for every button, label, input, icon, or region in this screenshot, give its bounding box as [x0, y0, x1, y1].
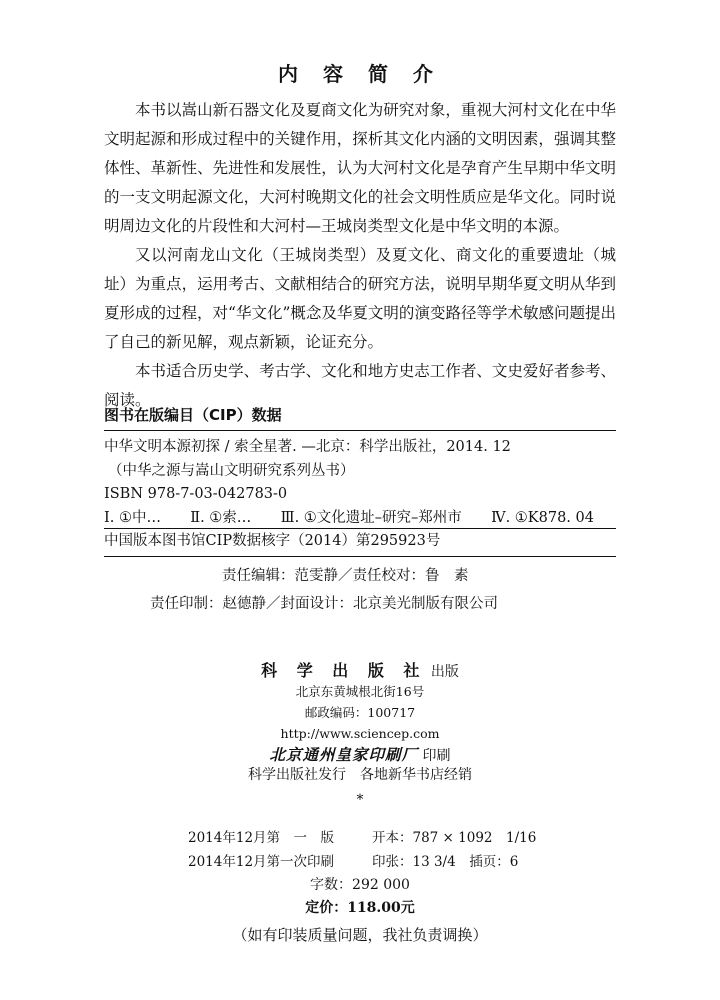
publisher-name: 科 学 出 版 社 [261, 661, 427, 680]
spec-edition: 2014年12月第 一 版 [188, 830, 335, 846]
cip-block [104, 436, 616, 530]
printer-line [0, 744, 720, 765]
publisher-url: http://www.sciencep.com [280, 726, 440, 741]
cip-mid-rule [104, 528, 616, 529]
credits-editor: 责任编辑：范雯静／责任校对：鲁 素 [222, 568, 469, 584]
price-value: 118.00元 [347, 900, 415, 916]
intro-paragraph-3: 本书适合历史学、考古学、文化和地方史志工作者、文史爱好者参考、阅读。 [104, 362, 616, 409]
spec-words: 字数：292 000 [310, 877, 410, 893]
intro-body [104, 96, 616, 415]
publisher-postcode: 邮政编码：100717 [304, 705, 416, 720]
cip-series-line: （中华之源与嵩山文明研究系列丛书） [108, 462, 355, 479]
credits-print: 责任印制：赵德静／封面设计：北京美光制版有限公司 [150, 596, 498, 612]
spec-sheets: 印张：13 3/4 插页：6 [372, 854, 519, 870]
distribution-line: 科学出版社发行 各地新华书店经销 [248, 767, 472, 783]
publisher-name-line [0, 660, 720, 681]
cip-heading: 图书在版编目（CIP）数据 [104, 406, 282, 424]
cip-verify-block [104, 530, 616, 554]
price-label: 定价： [305, 900, 348, 916]
spec-printing: 2014年12月第一次印刷 [188, 854, 335, 870]
cip-verify-line: 中国版本图书馆CIP数据核字（2014）第295923号 [104, 533, 441, 549]
cip-class-2: Ⅱ. ①索… [190, 509, 252, 526]
quality-notice: （如有印装质量问题，我社负责调换） [232, 926, 488, 944]
printer-name: 北京通州皇家印刷厂 [269, 745, 419, 764]
publisher-role: 出版 [430, 664, 459, 680]
separator-star: * [356, 792, 364, 808]
cip-bottom-rule [104, 556, 616, 557]
spec-price-line [0, 897, 720, 917]
printer-role: 印刷 [422, 748, 451, 764]
publisher-block [0, 660, 720, 811]
cip-title-line: 中华文明本源初探 / 索全星著. —北京：科学出版社，2014. 12 [104, 439, 511, 455]
intro-title: 内 容 简 介 [278, 62, 442, 86]
intro-paragraph-2: 又以河南龙山文化（王城岗类型）及夏文化、商文化的重要遗址（城址）为重点，运用考古、文献相结合的研究方法，说明早期华夏文明从华到夏形成的过程，对“华文化”概念及华夏文明的演变路径等学术敏感问题提出了自己的新见解，观点新颖，论证充分。 [104, 246, 616, 351]
publisher-address: 北京东黄城根北街16号 [295, 684, 425, 699]
cip-class-3: Ⅲ. ①文化遗址–研究–郑州市 [280, 509, 462, 526]
cip-classification [104, 507, 616, 531]
cip-isbn: ISBN 978-7-03-042783-0 [104, 486, 288, 502]
cip-top-rule [104, 430, 616, 431]
cip-class-1: Ⅰ. ①中… [104, 509, 161, 526]
intro-paragraph-1: 本书以嵩山新石器文化及夏商文化为研究对象，重视大河村文化在中华文明起源和形成过程中的关键作用，探析其文化内涵的文明因素，强调其整体性、革新性、先进性和发展性，认为大河村文化是孕育产生早期中华文明的一支文明起源文化，大河村晚期文化的社会文明性质应是华文化。同时说明周边文化的片段性和大河村—王城岗类型文化是中华文明的本源。 [104, 101, 616, 235]
cip-class-4: Ⅳ. ①K878. 04 [491, 509, 594, 526]
spec-format: 开本：787 × 1092 1/16 [372, 830, 537, 846]
